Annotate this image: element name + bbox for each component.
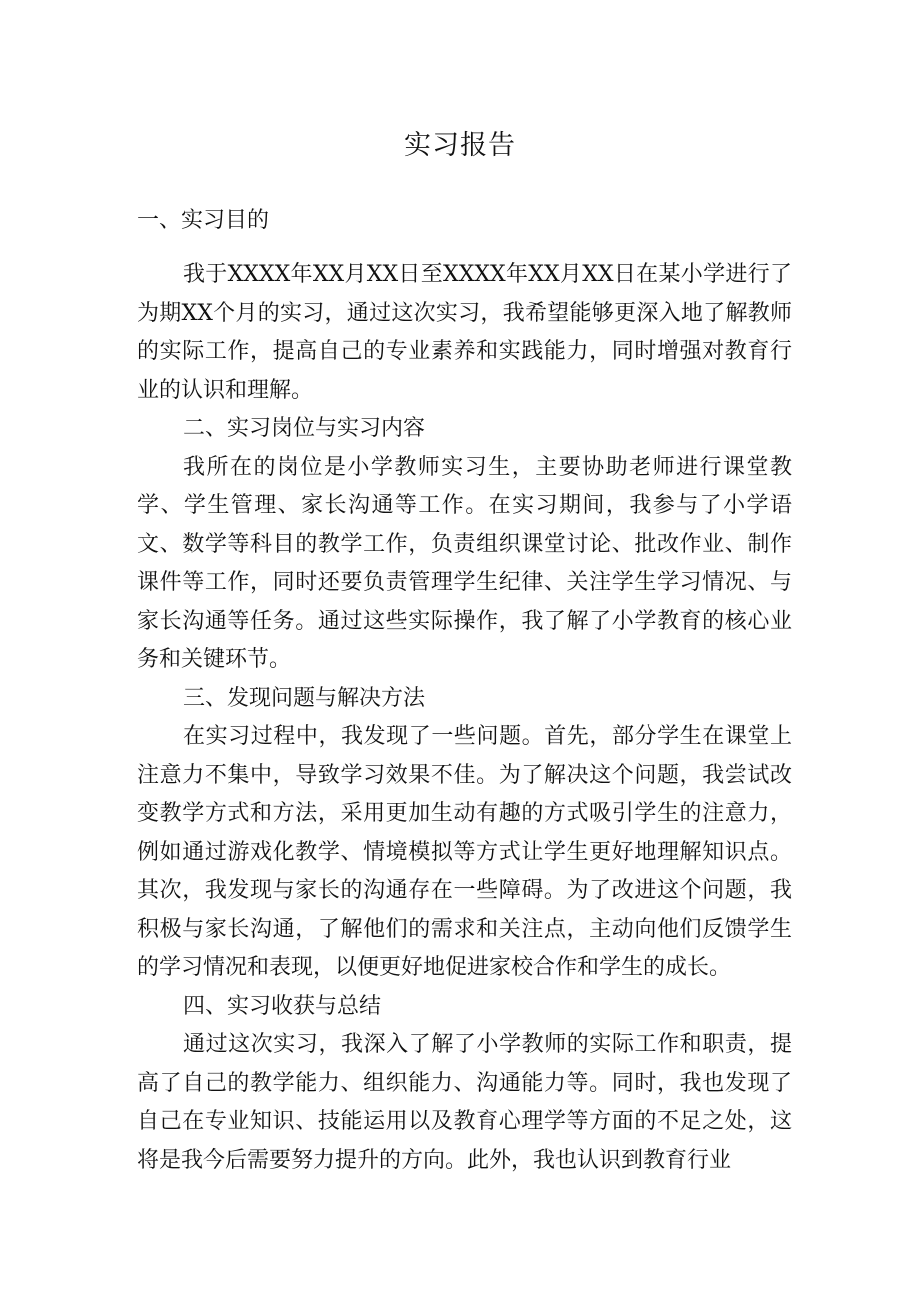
paragraph-problems: 在实习过程中，我发现了一些问题。首先，部分学生在课堂上注意力不集中，导致学习效果不佳。为了解决这个问题，我尝试改变教学方式和方法，采用更加生动有趣的方式吸引学生的注意力，例如通过游戏化教学、情境模拟等方式让学生更好地理解知识点。其次，我发现与家长的沟通存在一些障碍。为了改进这个问题，我积极与家长沟通，了解他们的需求和关注点，主动向他们反馈学生的学习情况和表现，以便更好地促进家校合作和学生的成长。 [137, 724, 792, 980]
document-title: 实习报告 [404, 130, 516, 161]
paragraph-summary: 通过这次实习，我深入了解了小学教师的实际工作和职责，提高了自己的教学能力、组织能力、沟通能力等。同时，我也发现了自己在专业知识、技能运用以及教育心理学等方面的不足之处，这将是我今后需要努力提升的方向。此外，我也认识到教育行业 [137, 1032, 792, 1173]
paragraph-position: 我所在的岗位是小学教师实习生，主要协助老师进行课堂教学、学生管理、家长沟通等工作。在实习期间，我参与了小学语文、数学等科目的教学工作，负责组织课堂讨论、批改作业、制作课件等工作，同时还要负责管理学生纪律、关注学生学习情况、与家长沟通等任务。通过这些实际操作，我了解了小学教育的核心业务和关键环节。 [137, 454, 792, 672]
section-heading-summary: 四、实习收获与总结 [183, 993, 382, 1019]
section-heading-problems: 三、发现问题与解决方法 [183, 685, 426, 711]
document-body [137, 256, 792, 1180]
section-heading-purpose: 一、实习目的 [137, 208, 270, 233]
section-heading-position: 二、实习岗位与实习内容 [183, 416, 426, 441]
paragraph-purpose: 我于XXXX年XX月XX日至XXXX年XX月XX日在某小学进行了为期XX个月的实习，通过这次实习，我希望能够更深入地了解教师的实际工作，提高自己的专业素养和实践能力，同时增强对教育行业的认识和理解。 [137, 262, 792, 403]
